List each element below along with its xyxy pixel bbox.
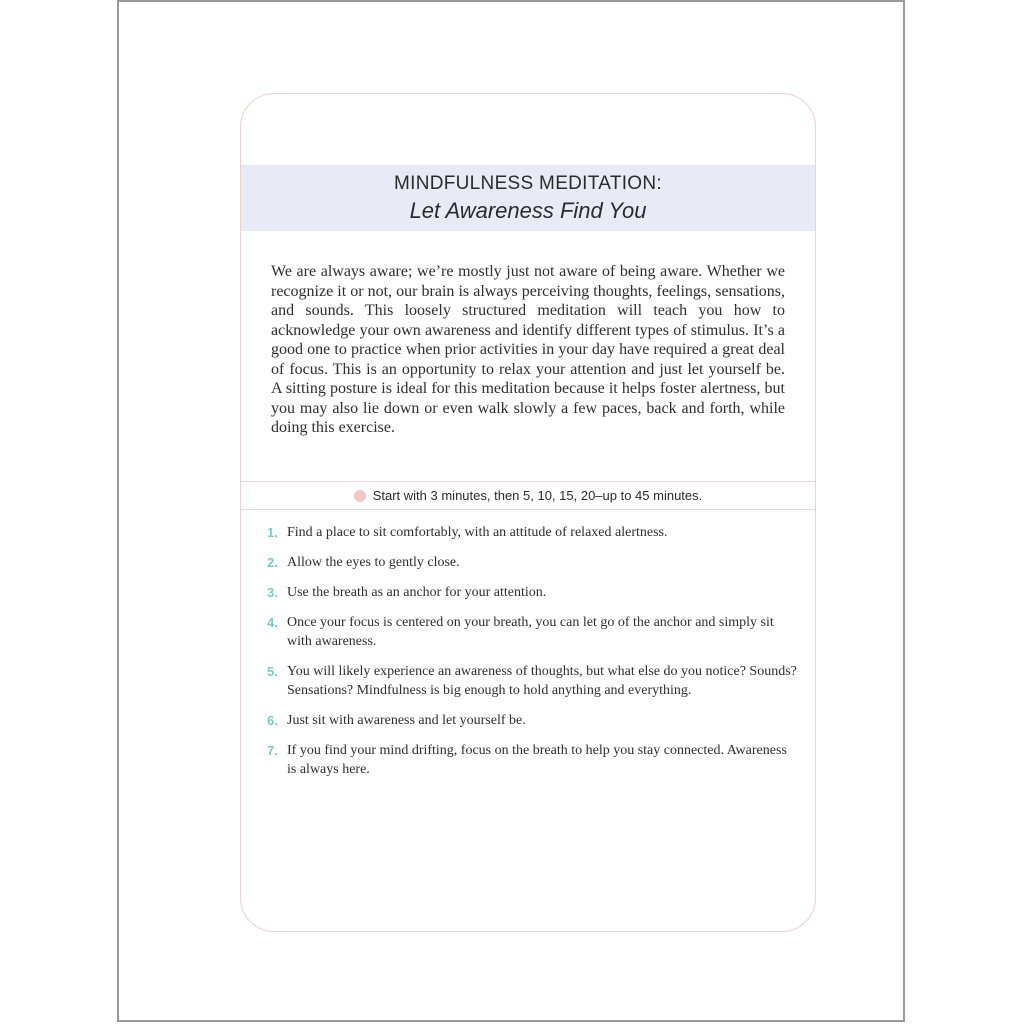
step-item <box>267 711 797 730</box>
step-item <box>267 613 797 651</box>
step-item <box>267 523 797 542</box>
card-title: MINDFULNESS MEDITATION: <box>394 173 662 194</box>
step-number: 4. <box>267 615 278 630</box>
step-text: Just sit with awareness and let yourself be. <box>287 713 526 728</box>
duration-band <box>241 481 815 510</box>
step-number: 6. <box>267 713 278 728</box>
intro-paragraph: We are always aware; we’re mostly just not aware of being aware. Whether we recognize it or not, our brain is always perceiving thoughts, feelings, sensations, and sounds. This loosely structured meditation will teach you how to acknowledge your own awareness and identify different types of stimulus. It’s a good one to practice when prior activities in your day have required a great deal of focus. This is an opportunity to relax your attention and just let yourself be. A sitting posture is ideal for this meditation because it helps foster alertness, but you may also lie down or even walk slowly a few paces, back and forth, while doing this exercise. <box>271 263 785 436</box>
card-subtitle: Let Awareness Find You <box>409 198 647 223</box>
step-item <box>267 583 797 602</box>
step-item <box>267 553 797 572</box>
step-number: 1. <box>267 525 278 540</box>
steps-list <box>267 523 797 790</box>
step-item <box>267 662 797 700</box>
duration-text: Start with 3 minutes, then 5, 10, 15, 20–up to 45 minutes. <box>372 488 703 503</box>
step-text: If you find your mind drifting, focus on the breath to help you stay connected. Awareness is always here. <box>287 743 787 777</box>
step-text: Use the breath as an anchor for your attention. <box>287 585 547 600</box>
step-text: Find a place to sit comfortably, with an attitude of relaxed alertness. <box>287 525 668 540</box>
title-band <box>241 165 815 231</box>
step-text: You will likely experience an awareness of thoughts, but what else do you notice? Sounds? Sensations? Mindfulness is big enough to hold anything and everything. <box>287 664 797 698</box>
step-text: Once your focus is centered on your breath, you can let go of the anchor and simply sit with awareness. <box>287 615 774 649</box>
step-number: 3. <box>267 585 278 600</box>
meditation-card <box>240 93 816 932</box>
step-text: Allow the eyes to gently close. <box>287 555 460 570</box>
step-number: 5. <box>267 664 278 679</box>
step-item <box>267 741 797 779</box>
step-number: 2. <box>267 555 278 570</box>
pink-dot-icon <box>354 490 366 502</box>
step-number: 7. <box>267 743 278 758</box>
